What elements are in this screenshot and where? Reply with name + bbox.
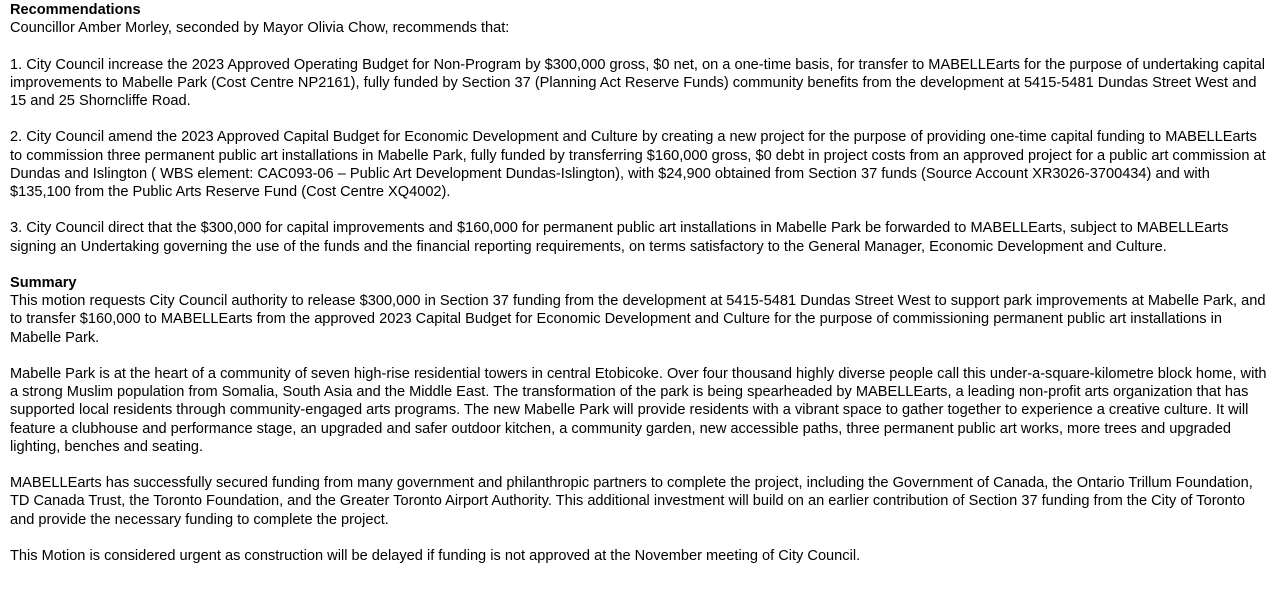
spacer	[10, 256, 1270, 274]
recommendation-item-2: 2. City Council amend the 2023 Approved Capital Budget for Economic Development and Culture by creating a new project for the purpose of providing one-time capital funding to MABELLEarts to commission three permanent public art installations in Mabelle Park, fully funded by transferring $160,000 gross, $0 debt in project costs from an approved project for a public art commission at Dundas and Islington ( WBS element: CAC093-06 – Public Art Development Dundas-Islington), with $24,900 obtained from Section 37 funds (Source Account XR3026-3700434) and with $135,100 from the Public Arts Reserve Fund (Cost Centre XQ4002).	[10, 129, 1266, 200]
summary-paragraph-2: Mabelle Park is at the heart of a community of seven high-rise residential towers in central Etobicoke. Over four thousand highly diverse people call this under-a-square-kilometre block home, with a strong Muslim population from Somalia, South Asia and the Middle East. The transformation of the park is being spearheaded by MABELLEarts, a leading non-profit arts organization that has supported local residents through community-engaged arts programs. The new Mabelle Park will provide residents with a vibrant space to gather together to experience a creative culture. It will feature a clubhouse and performance stage, an upgraded and safer outdoor kitchen, a community garden, new accessible paths, three permanent public art works, more trees and upgraded lighting, benches and seating.	[10, 365, 1267, 455]
recommendations-heading: Recommendations	[10, 2, 141, 18]
spacer	[10, 201, 1270, 219]
recommendation-item-3: 3. City Council direct that the $300,000 for capital improvements and $160,000 for permanent public art installations in Mabelle Park be forwarded to MABELLEarts, subject to MABELLEarts signing an Undertaking governing the use of the funds and the financial reporting requirements, on terms satisfactory to the General Manager, Economic Development and Culture.	[10, 220, 1229, 255]
summary-paragraph-4: This Motion is considered urgent as construction will be delayed if funding is not approved at the November meeting of City Council.	[10, 547, 861, 564]
summary-paragraph-3: MABELLEarts has successfully secured funding from many government and philanthropic partners to complete the project, including the Government of Canada, the Ontario Trillum Foundation, TD Canada Trust, the Toronto Foundation, and the Greater Toronto Airport Authority. This additional investment will build on an earlier contribution of Section 37 funding from the City of Toronto and provide the necessary funding to complete the project.	[10, 475, 1253, 528]
recommendations-section	[10, 1, 1270, 256]
spacer	[10, 37, 1270, 55]
mover-statement: Councillor Amber Morley, seconded by Mayor Olivia Chow, recommends that:	[10, 20, 510, 37]
summary-section	[10, 274, 1270, 565]
recommendation-item-1: 1. City Council increase the 2023 Approved Operating Budget for Non-Program by $300,000 gross, $0 net, on a one-time basis, for transfer to MABELLEarts for the purpose of undertaking capital improvements to Mabelle Park (Cost Centre NP2161), fully funded by Section 37 (Planning Act Reserve Funds) community benefits from the development at 5415-5481 Dundas Street West and 15 and 25 Shorncliffe Road.	[10, 56, 1265, 109]
spacer	[10, 347, 1270, 365]
spacer	[10, 456, 1270, 474]
spacer	[10, 529, 1270, 547]
spacer	[10, 110, 1270, 128]
summary-heading: Summary	[10, 274, 77, 291]
summary-paragraph-1: This motion requests City Council authority to release $300,000 in Section 37 funding from the development at 5415-5481 Dundas Street West to support park improvements at Mabelle Park, and to transfer $160,000 to MABELLEarts from the approved 2023 Capital Budget for Economic Development and Culture for the purpose of commissioning permanent public art installations in Mabelle Park.	[10, 293, 1266, 346]
